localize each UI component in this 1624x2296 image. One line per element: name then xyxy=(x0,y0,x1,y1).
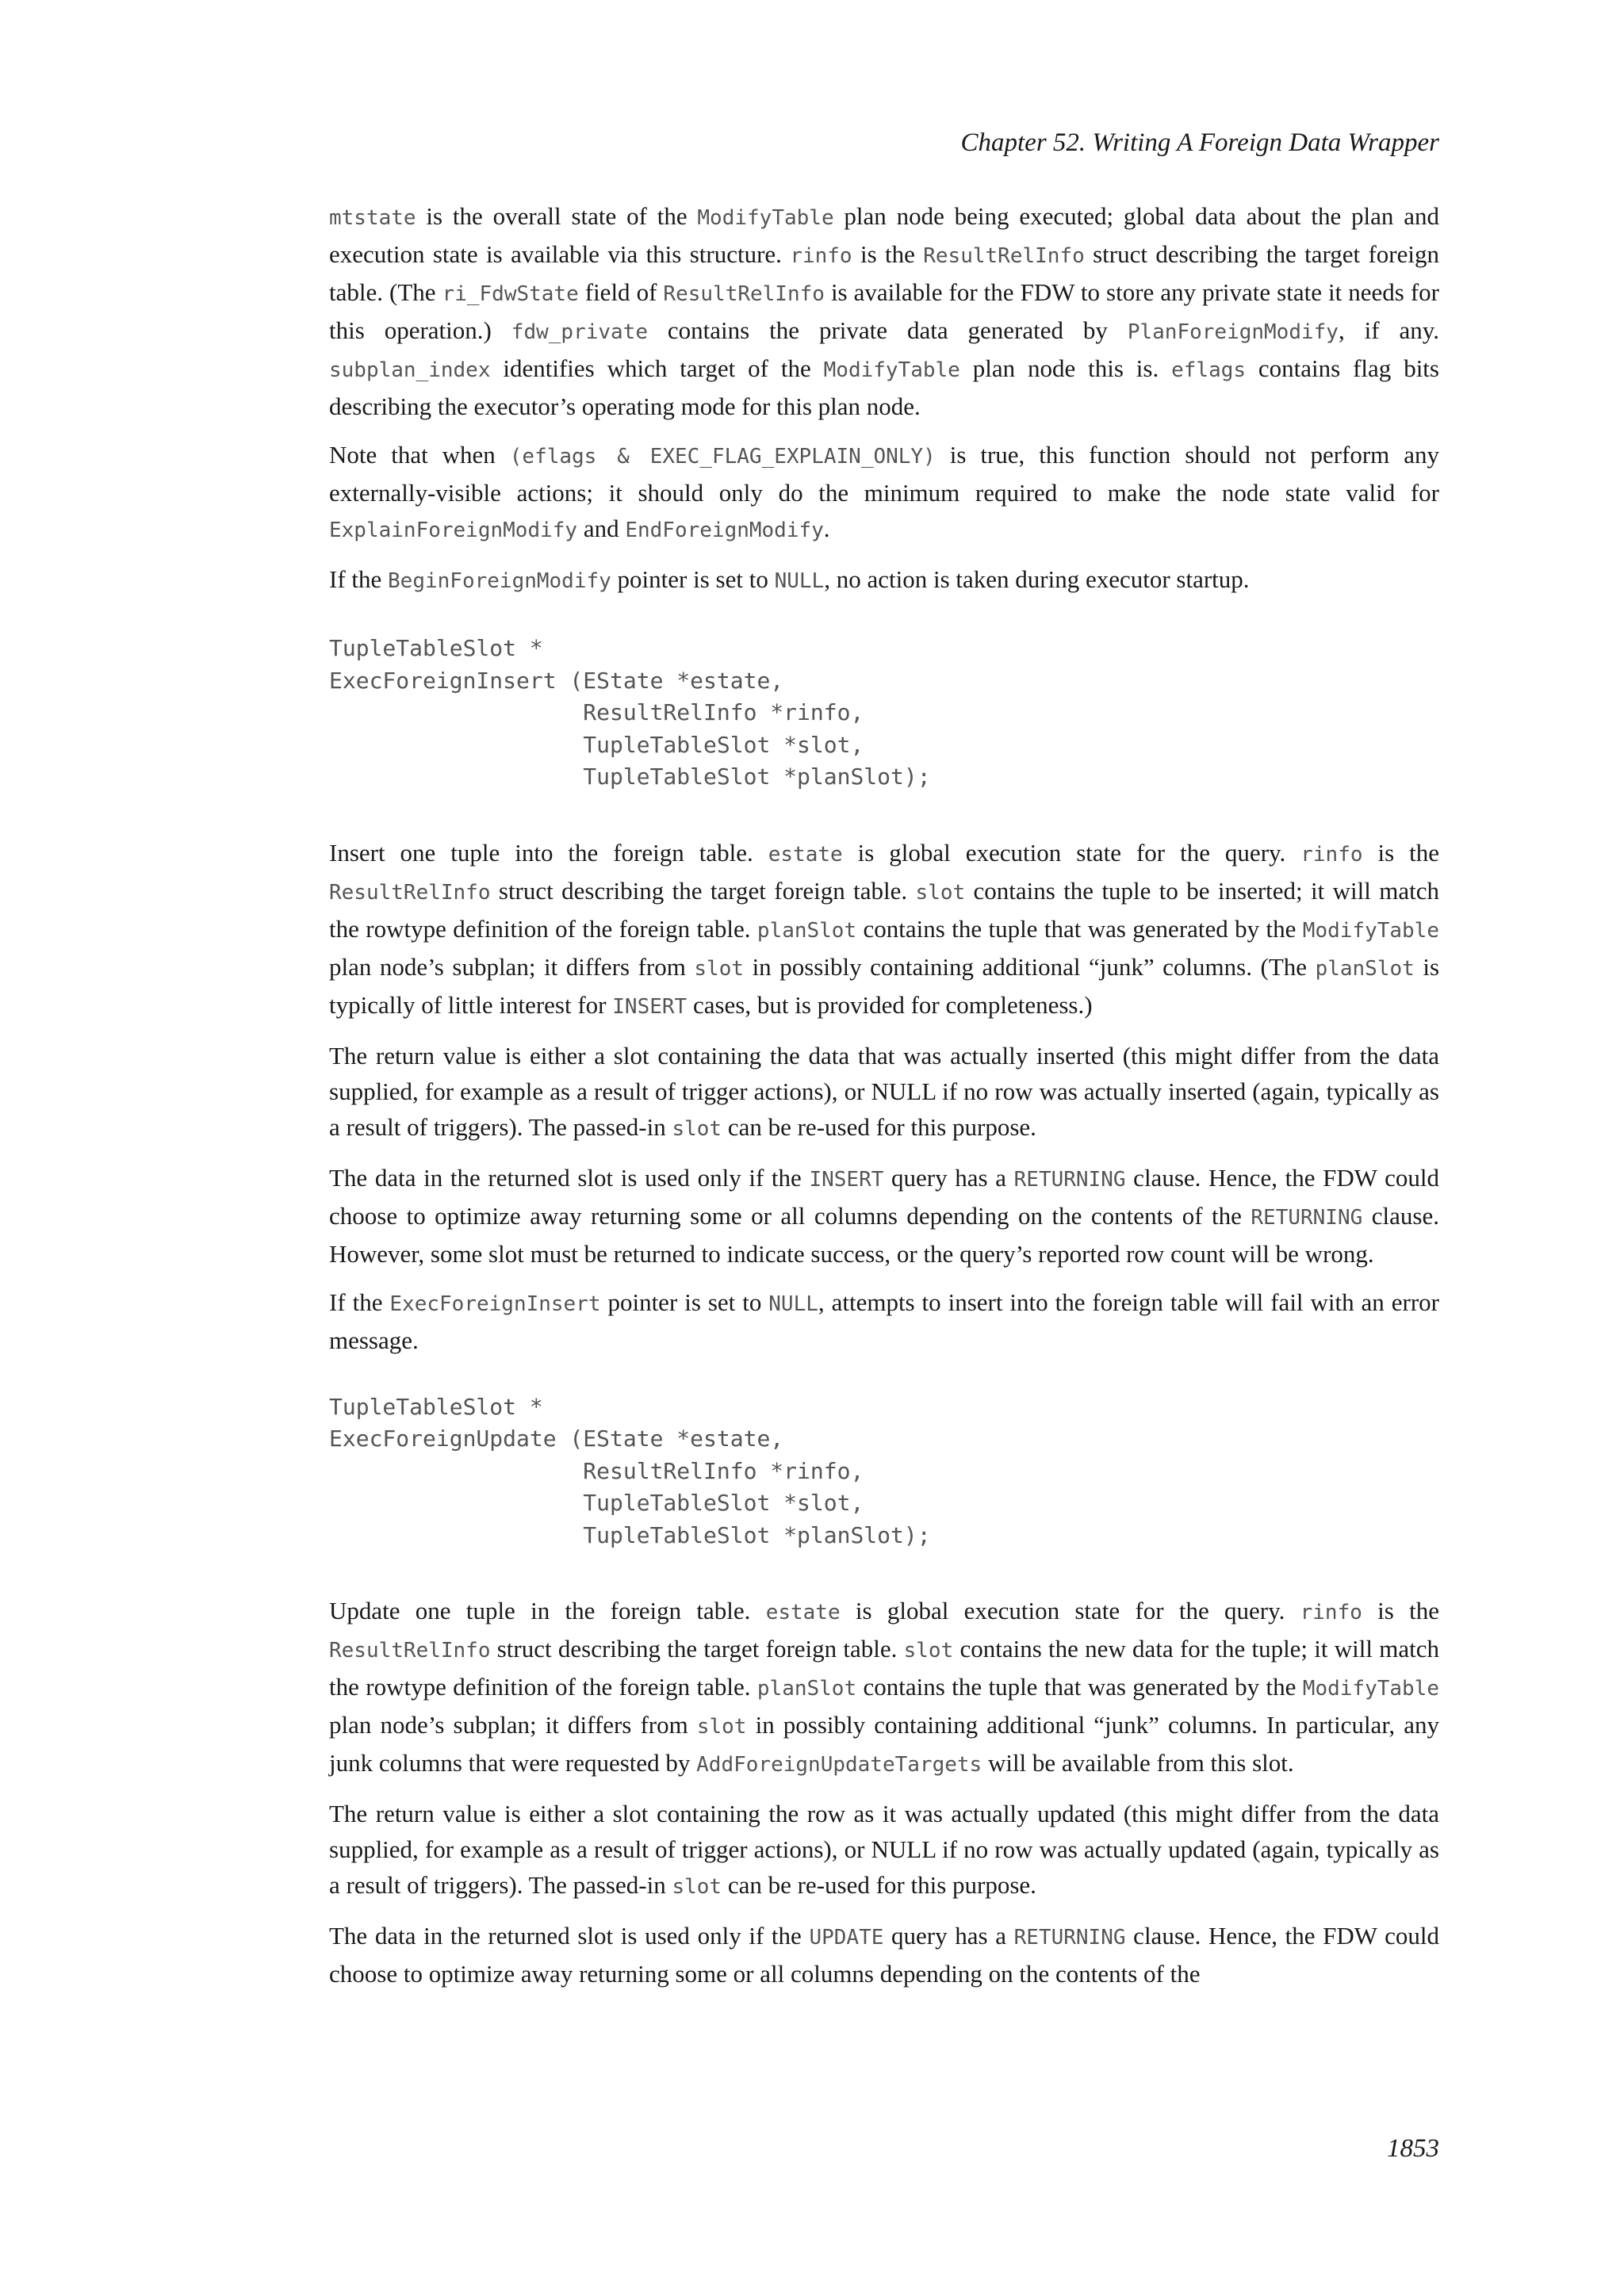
text-run: If the xyxy=(329,1288,390,1316)
inline-code: ResultRelInfo xyxy=(663,282,825,306)
inline-code: RETURNING xyxy=(1251,1205,1363,1230)
inline-code: ri_FdwState xyxy=(442,282,579,306)
inline-code: rinfo xyxy=(790,244,852,268)
text-run: clause. Hence, the FDW could choose to optimize away returning some or all columns depending on the contents of the xyxy=(329,1922,1439,1988)
paragraph-insert-description xyxy=(329,835,1439,1025)
text-run: plan node’s subplan; it differs from xyxy=(329,1711,697,1739)
text-run: pointer is set to xyxy=(600,1288,769,1316)
text-run: identifies which target of the xyxy=(490,354,824,382)
inline-code: PlanForeignModify xyxy=(1127,320,1339,344)
text-run: struct describing the target foreign table. xyxy=(490,1635,904,1663)
text-run: pointer is set to xyxy=(611,565,775,593)
text-run: plan node’s subplan; it differs from xyxy=(329,952,695,981)
text-run: is global execution state for the query. xyxy=(842,838,1301,867)
inline-code: slot xyxy=(672,1116,722,1141)
inline-code: planSlot xyxy=(1315,956,1415,981)
code-block-exec-foreign-insert: TupleTableSlot * ExecForeignInsert (EState *estate, ResultRelInfo *rinfo, TupleTableSlot *slot, TupleTableSlot *planSlot); xyxy=(329,635,931,790)
text-run: . xyxy=(823,515,830,542)
inline-code: ExecForeignInsert xyxy=(389,1292,601,1316)
inline-code: slot xyxy=(696,1715,747,1739)
text-run: The data in the returned slot is used only if the xyxy=(329,1922,810,1950)
text-run: is the overall state of the xyxy=(416,202,698,230)
inline-code: ModifyTable xyxy=(823,358,960,382)
text-run: is the xyxy=(1362,1597,1440,1624)
paragraph-begin-null-pointer xyxy=(329,561,1439,599)
text-run: is global execution state for the query. xyxy=(840,1597,1300,1624)
text-run: contains flag bits describing the executor’s operating mode for this plan node. xyxy=(329,354,1439,420)
text-run: contains the private data generated by xyxy=(647,316,1128,344)
inline-code: NULL xyxy=(768,1292,818,1316)
text-run: , no action is taken during executor startup. xyxy=(824,565,1250,593)
paragraph-explain-only-note xyxy=(329,437,1439,549)
inline-code: AddForeignUpdateTargets xyxy=(696,1753,982,1777)
inline-code: ResultRelInfo xyxy=(329,880,491,905)
inline-code: subplan_index xyxy=(329,358,491,382)
text-run: struct describing the target foreign table. xyxy=(490,876,916,905)
running-header: Chapter 52. Writing A Foreign Data Wrapper xyxy=(960,128,1439,157)
text-run: , if any. xyxy=(1338,316,1439,344)
inline-code: ModifyTable xyxy=(1302,918,1439,943)
inline-code: INSERT xyxy=(612,994,688,1019)
text-run: cases, but is provided for completeness.) xyxy=(687,990,1093,1019)
text-run: can be re-used for this purpose. xyxy=(722,1871,1036,1899)
text-run: in possibly containing additional “junk” columns. In particular, any junk columns that were requested by xyxy=(329,1711,1440,1777)
text-run: field of xyxy=(578,278,664,306)
inline-code: slot xyxy=(915,880,966,905)
inline-code: estate xyxy=(765,1601,841,1624)
text-run: can be re-used for this purpose. xyxy=(722,1112,1036,1141)
text-run: The return value is either a slot containing the row as it was actually updated (this might differ from the data supplied, for example as a result of trigger actions), or NULL if no row was actually updated (again, typically as a result of triggers). The passed-in xyxy=(329,1800,1439,1899)
inline-code: ModifyTable xyxy=(697,206,834,230)
inline-code: (eflags & EXEC_FLAG_EXPLAIN_ONLY) xyxy=(509,445,936,469)
paragraph-update-description xyxy=(329,1593,1439,1783)
text-run: query has a xyxy=(883,1163,1014,1192)
inline-code: slot xyxy=(903,1639,954,1663)
inline-code: rinfo xyxy=(1300,1601,1362,1624)
inline-code: slot xyxy=(672,1875,722,1899)
text-run: Note that when xyxy=(329,441,510,469)
inline-code: BeginForeignModify xyxy=(388,569,611,593)
inline-code: EndForeignModify xyxy=(625,519,824,542)
text-run: and xyxy=(577,515,626,542)
text-run: clause. However, some slot must be returned to indicate success, or the query’s reported row count will be wrong. xyxy=(329,1201,1439,1268)
paragraph-insert-null-pointer xyxy=(329,1284,1439,1358)
text-run: is the xyxy=(1362,838,1440,867)
paragraph-insert-return-value xyxy=(329,1038,1439,1147)
text-run: contains the tuple that was generated by the xyxy=(856,1673,1303,1701)
text-run: The data in the returned slot is used only if the xyxy=(329,1163,810,1192)
text-run: contains the tuple to be inserted; it will match the rowtype definition of the foreign table. xyxy=(329,876,1439,943)
inline-code: ExplainForeignModify xyxy=(329,519,578,542)
text-run: is true, this function should not perform any externally-visible actions; it should only do the minimum required to make the node state valid for xyxy=(329,441,1440,507)
inline-code: ResultRelInfo xyxy=(923,244,1085,268)
text-run: If the xyxy=(329,565,389,593)
text-run: is available for the FDW to store any private state it needs for this operation.) xyxy=(329,278,1439,344)
inline-code: mtstate xyxy=(329,206,416,230)
inline-code: planSlot xyxy=(756,918,857,943)
text-run: will be available from this slot. xyxy=(982,1749,1294,1777)
text-run: Update one tuple in the foreign table. xyxy=(329,1597,766,1624)
inline-code: UPDATE xyxy=(809,1926,884,1950)
inline-code: ResultRelInfo xyxy=(329,1639,491,1663)
page-number: 1853 xyxy=(1387,2134,1439,2163)
text-run: query has a xyxy=(883,1922,1014,1950)
text-run: clause. Hence, the FDW could choose to optimize away returning some or all columns depending on the contents of the xyxy=(329,1163,1439,1230)
text-run: is typically of little interest for xyxy=(329,952,1440,1019)
page-body xyxy=(329,198,1439,2004)
inline-code: RETURNING xyxy=(1013,1167,1126,1192)
text-run: plan node this is. xyxy=(959,354,1172,382)
text-run: is the xyxy=(852,240,924,268)
paragraph-update-returning-clause xyxy=(329,1918,1439,1992)
inline-code: ModifyTable xyxy=(1302,1677,1439,1701)
text-run: plan node being executed; global data about the plan and execution state is available via this structure. xyxy=(329,202,1439,268)
inline-code: INSERT xyxy=(809,1167,884,1192)
paragraph-mtstate-description xyxy=(329,198,1439,424)
inline-code: RETURNING xyxy=(1013,1926,1126,1950)
text-run: struct describing the target foreign table. (The xyxy=(329,240,1439,306)
text-run: , attempts to insert into the foreign table will fail with an error message. xyxy=(329,1288,1439,1354)
text-run: in possibly containing additional “junk” columns. (The xyxy=(744,952,1316,981)
text-run: contains the tuple that was generated by the xyxy=(856,914,1303,943)
inline-code: slot xyxy=(694,956,745,981)
text-run: Insert one tuple into the foreign table. xyxy=(329,838,768,867)
inline-code: fdw_private xyxy=(511,320,648,344)
paragraph-update-return-value xyxy=(329,1796,1439,1905)
paragraph-insert-returning-clause xyxy=(329,1160,1439,1272)
inline-code: planSlot xyxy=(756,1677,857,1701)
inline-code: eflags xyxy=(1171,358,1247,382)
code-block-exec-foreign-update: TupleTableSlot * ExecForeignUpdate (EState *estate, ResultRelInfo *rinfo, TupleTableSlot *slot, TupleTableSlot *planSlot); xyxy=(329,1393,931,1548)
inline-code: rinfo xyxy=(1300,842,1363,867)
inline-code: estate xyxy=(768,842,843,867)
text-run: contains the new data for the tuple; it will match the rowtype definition of the foreign table. xyxy=(329,1635,1439,1701)
inline-code: NULL xyxy=(774,569,825,593)
text-run: The return value is either a slot containing the data that was actually inserted (this might differ from the data supplied, for example as a result of trigger actions), or NULL if no row was actually inserted (again, typically as a result of triggers). The passed-in xyxy=(329,1041,1439,1141)
